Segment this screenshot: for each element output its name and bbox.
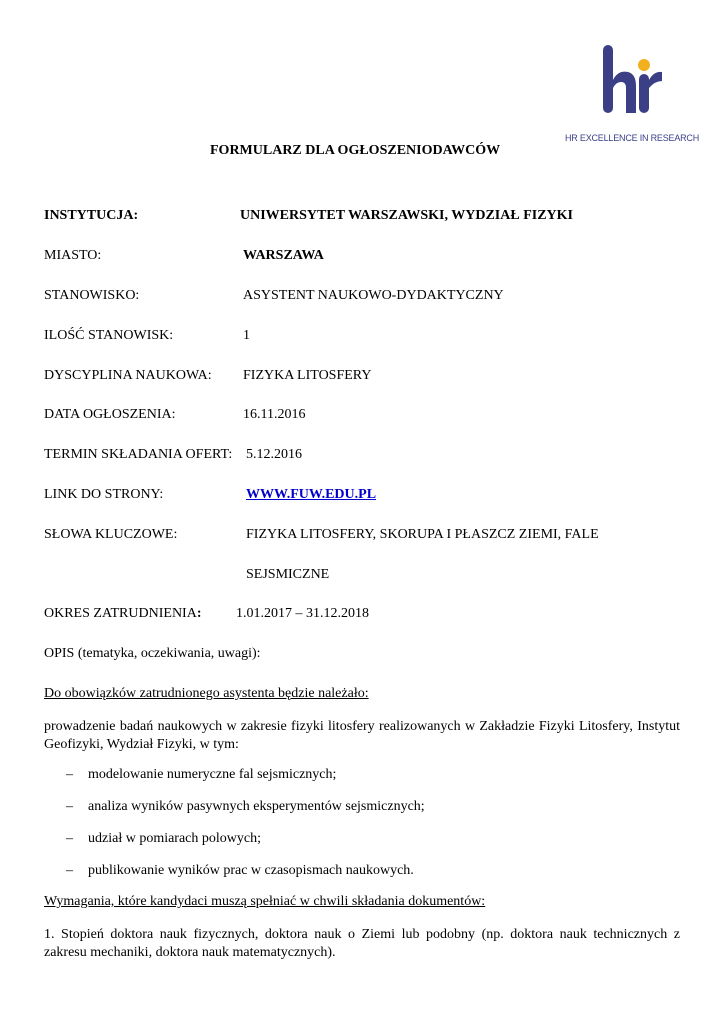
keywords-value-line2: SEJSMICZNE [246, 567, 330, 582]
logo-caption: HR EXCELLENCE IN RESEARCH [565, 133, 700, 143]
keywords-value-line1: FIZYKA LITOSFERY, SKORUPA I PŁASZCZ ZIEMI, FALE [246, 527, 599, 542]
employment-label [44, 606, 202, 622]
list-item-text: publikowanie wyników prac w czasopismach naukowych. [88, 863, 414, 878]
count-label: ILOŚĆ STANOWISK: [44, 328, 174, 343]
institution-label: INSTYTUCJA: [44, 208, 139, 223]
website-link[interactable]: WWW.FUW.EDU.PL [246, 487, 377, 502]
bullet-dash: – [66, 831, 73, 846]
deadline-value: 5.12.2016 [246, 447, 302, 462]
bullet-dash: – [66, 799, 73, 814]
discipline-label: DYSCYPLINA NAUKOWA: [44, 368, 212, 383]
date-label: DATA OGŁOSZENIA: [44, 407, 176, 422]
employment-label-text: OKRES ZATRUDNIENIA [44, 606, 197, 621]
hr-logo-icon [560, 40, 700, 146]
city-value: WARSZAWA [243, 248, 324, 263]
requirements-item-1: 1. Stopień doktora nauk fizycznych, doktora nauk o Ziemi lub podobny (np. doktora nauk technicznych z zakresu mechaniki, doktora nauk matematycznych). [44, 927, 680, 960]
bullet-dash: – [66, 767, 73, 782]
requirements-heading: Wymagania, które kandydaci muszą spełniać w chwili składania dokumentów: [44, 894, 486, 909]
duties-intro: prowadzenie badań naukowych w zakresie fizyki litosfery realizowanych w Zakładzie Fizyki Litosfery, Instytut Geofizyki, Wydział Fizyki, w tym: [44, 719, 680, 752]
discipline-value: FIZYKA LITOSFERY [243, 368, 372, 383]
deadline-label: TERMIN SKŁADANIA OFERT: [44, 447, 233, 462]
count-value: 1 [243, 328, 250, 343]
employment-value: 1.01.2017 – 31.12.2018 [236, 606, 369, 621]
list-item-text: modelowanie numeryczne fal sejsmicznych; [88, 767, 337, 782]
bullet-dash: – [66, 863, 73, 878]
list-item [66, 799, 425, 815]
list-item-text: udział w pomiarach polowych; [88, 831, 262, 846]
position-label: STANOWISKO: [44, 288, 140, 303]
duties-heading: Do obowiązków zatrudnionego asystenta będzie należało: [44, 686, 369, 701]
list-item-text: analiza wyników pasywnych eksperymentów sejsmicznych; [88, 799, 425, 814]
city-label: MIASTO: [44, 248, 102, 263]
list-item [66, 767, 336, 783]
description-label: OPIS (tematyka, oczekiwania, uwagi): [44, 646, 261, 661]
employment-label-colon: : [196, 606, 202, 621]
date-value: 16.11.2016 [243, 407, 306, 422]
list-item [66, 831, 261, 847]
institution-value: UNIWERSYTET WARSZAWSKI, WYDZIAŁ FIZYKI [240, 208, 573, 223]
link-label: LINK DO STRONY: [44, 487, 164, 502]
keywords-label: SŁOWA KLUCZOWE: [44, 527, 178, 542]
list-item [66, 863, 414, 879]
position-value: ASYSTENT NAUKOWO-DYDAKTYCZNY [243, 288, 504, 303]
page-title: FORMULARZ DLA OGŁOSZENIODAWCÓW [210, 143, 501, 158]
